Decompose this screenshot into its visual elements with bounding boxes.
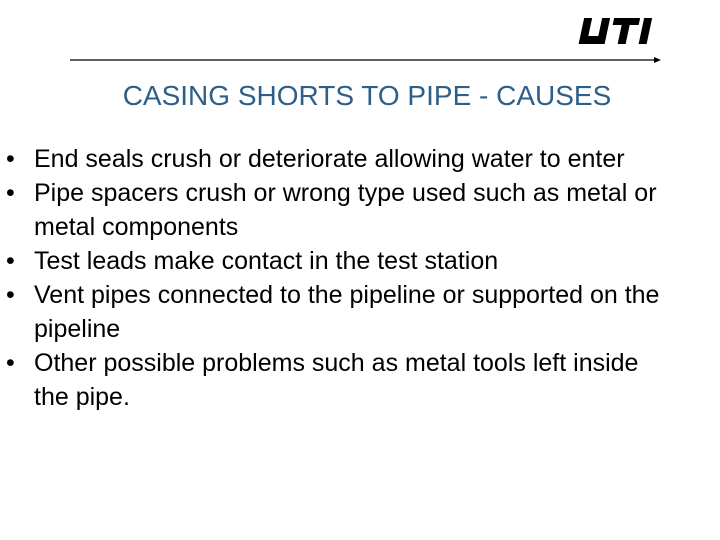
slide-title: CASING SHORTS TO PIPE - CAUSES <box>122 80 612 111</box>
bullet-item <box>6 278 666 346</box>
bullet-item <box>6 346 666 414</box>
bullet-text: Test leads make contact in the test station <box>34 247 499 275</box>
bullet-text: Vent pipes connected to the pipeline or supported on the pipeline <box>34 281 660 343</box>
bullet-dot-icon: • <box>6 349 15 377</box>
bullet-text: Pipe spacers crush or wrong type used such as metal or metal components <box>34 179 657 241</box>
bullet-text: End seals crush or deteriorate allowing water to enter <box>34 145 625 173</box>
bullet-dot-icon: • <box>6 247 15 275</box>
uti-logo-icon <box>577 14 663 50</box>
bullet-list <box>6 142 666 414</box>
bullet-item <box>6 244 666 278</box>
header-arrow-rule <box>70 56 662 64</box>
bullet-item <box>6 142 666 176</box>
bullet-dot-icon: • <box>6 179 15 207</box>
bullet-item <box>6 176 666 244</box>
bullet-dot-icon: • <box>6 281 15 309</box>
bullet-text: Other possible problems such as metal tools left inside the pipe. <box>34 349 639 411</box>
bullet-dot-icon: • <box>6 145 15 173</box>
